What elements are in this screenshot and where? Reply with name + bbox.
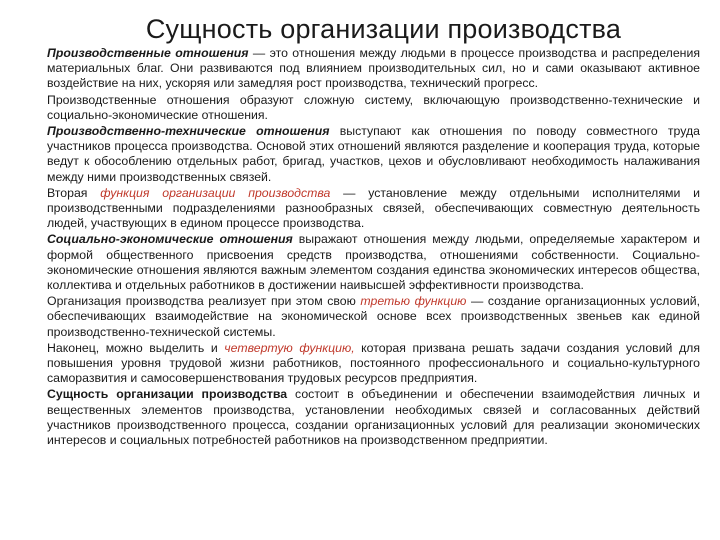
paragraph-prefix: Организация производства реализует при этом свою bbox=[47, 294, 361, 309]
paragraph-fourth-function bbox=[47, 341, 700, 387]
paragraph-text: — это отношения между людьми в процессе производства и распределения материальных благ. Они развиваются под влиянием производительных сил, но и сами оказывают активное воздействие на них, ускоряя или замедляя рост производства, технический прогресс. bbox=[47, 46, 700, 91]
term-socio-economic: Социально-экономические отношения bbox=[47, 232, 293, 247]
highlight-third-function: третью функцию bbox=[360, 294, 467, 309]
paragraph-third-function bbox=[47, 294, 700, 340]
highlight-fourth-function: четвертую функцию, bbox=[224, 340, 355, 355]
paragraph-text: Производственные отношения образуют сложную систему, включающую производственно-технические и социально-экономические отношения. bbox=[47, 92, 700, 122]
paragraph-prefix: Вторая bbox=[47, 185, 101, 200]
term-technical-relations: Производственно-технические отношения bbox=[47, 124, 330, 139]
paragraph-text: — создание организационных условий, обеспечивающих взаимодействие на экономической основе всех производственных звеньев как единой производственно-технической системы. bbox=[47, 294, 700, 339]
paragraph-text: — установление между отдельными исполнителями и производственными подразделениями разнообразных связей, обеспечивающих совместную деятельность людей, участвующих в едином процессе производства. bbox=[47, 185, 700, 231]
paragraph-socio-economic bbox=[47, 232, 700, 293]
paragraph-essence bbox=[47, 387, 700, 448]
paragraph-technical-relations bbox=[47, 124, 700, 185]
term-production-relations: Производственные отношения bbox=[47, 46, 249, 60]
paragraph-prefix: Наконец, можно выделить и bbox=[47, 340, 225, 355]
paragraph-text: которая призвана решать задачи создания условий для повышения уровня трудовой жизни работников, постоянного профессионального и социально-культурного саморазвития и самосовершенствования трудовых ресурсов предприятия. bbox=[47, 340, 700, 386]
slide-title: Сущность организации производства bbox=[145, 14, 622, 44]
paragraph-text: выступают как отношения по поводу совместного труда участников процесса производства. Основой этих отношений являются разделение и кооперация труда, которые ведут к обособлению отдельных работ, бригад, участков, цехов и обусловливают необходимость налаживания между ними производственных связей. bbox=[47, 124, 700, 184]
paragraph-text: выражают отношения между людьми, определяемые характером и формой общественного присвоения средств производства, отношениями собственности. Социально-экономические отношения являются важным элементом создания единства экономических интересов общества, коллектива и отдельных работников в достижении наивысшей эффективности производства. bbox=[47, 232, 700, 293]
paragraph-production-relations bbox=[47, 46, 700, 92]
highlight-second-function: функция организации производства bbox=[100, 185, 331, 200]
paragraph-second-function bbox=[47, 186, 700, 232]
term-essence: Сущность организации производства bbox=[47, 387, 288, 402]
paragraph-text: состоит в объединении и обеспечении взаимодействия личных и вещественных элементов производства, установлении необходимых связей и согласованных действий участников производственного процесса, создании организационных условий для реализации экономических интересов и социальных потребностей работников на производственном предприятии. bbox=[47, 387, 700, 448]
paragraph-system bbox=[47, 93, 700, 123]
